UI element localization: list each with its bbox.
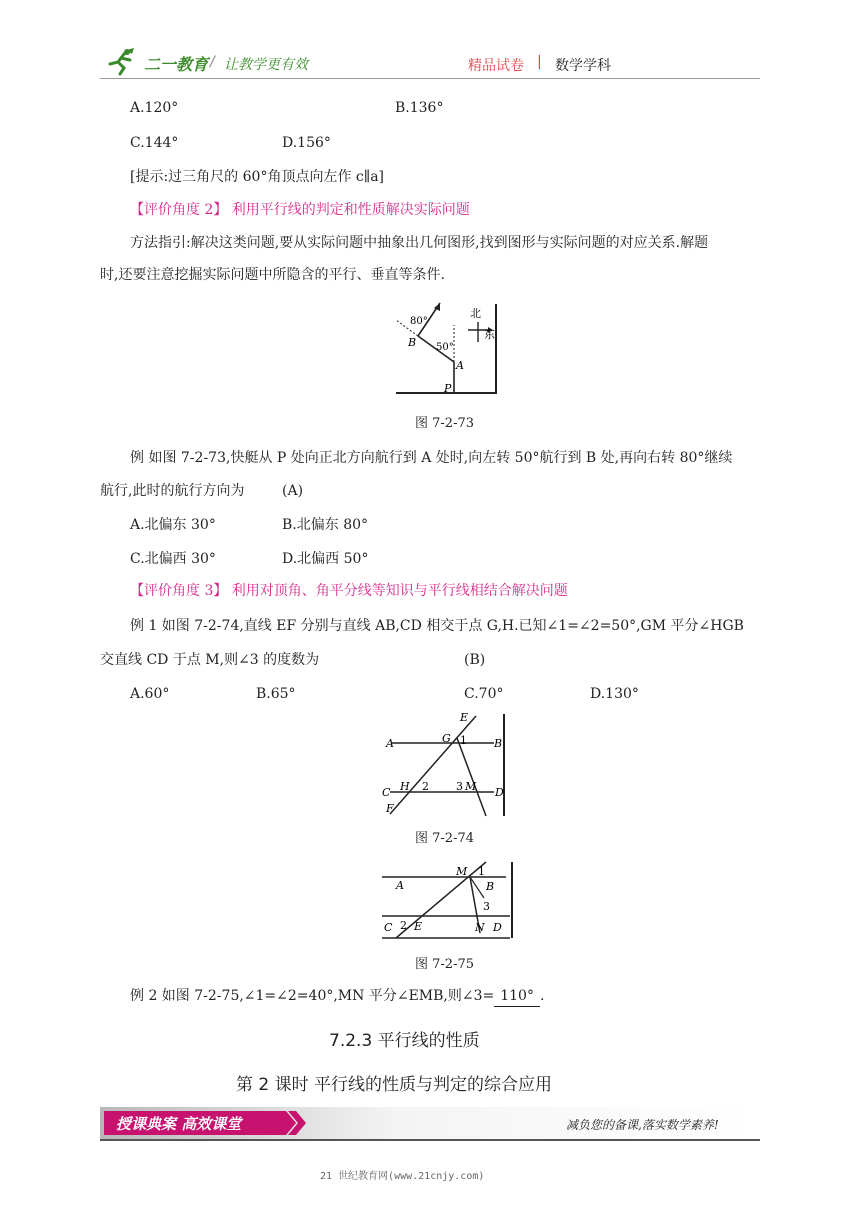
figure-stroke xyxy=(396,862,486,938)
example2-answer: 110° xyxy=(494,986,540,1007)
example-line-2: 航行,此时的航行方向为 xyxy=(100,483,245,499)
label-50: 50° xyxy=(436,342,454,353)
angle3-option-d: D.130° xyxy=(590,686,639,702)
angle2-heading: 【评价角度 2】 利用平行线的判定和性质解决实际问题 xyxy=(130,202,470,218)
label-b: B xyxy=(408,336,417,349)
banner-right-text: 减负您的备课,落实数学素养! xyxy=(566,1118,719,1132)
figure-label: B xyxy=(494,737,503,750)
figure-7-2-75 xyxy=(380,860,516,940)
hint-text: [提示:过三角尺的 60°角顶点向左作 c∥a] xyxy=(130,169,385,185)
angle3-option-a: A.60° xyxy=(130,686,170,702)
figure-label: 3 xyxy=(483,900,490,913)
option-c: C.144° xyxy=(130,135,179,151)
angle2-option-c: C.北偏西 30° xyxy=(130,551,216,567)
example1-line-1: 例 1 如图 7-2-74,直线 EF 分别与直线 AB,CD 相交于点 G,H.已知∠1=∠2=50°,GM 平分∠HGB xyxy=(130,618,744,634)
example-answer: (A) xyxy=(282,483,304,499)
caption-7-2-73: 图 7-2-73 xyxy=(415,416,475,431)
angle2-option-a: A.北偏东 30° xyxy=(130,517,216,533)
figure-label: M xyxy=(456,865,468,878)
angle2-option-d: D.北偏西 50° xyxy=(282,551,369,567)
example2-line xyxy=(130,986,544,1007)
header-slogan: 让教学更有效 xyxy=(224,57,308,73)
header-separator: | xyxy=(537,54,542,70)
label-p: P xyxy=(444,382,452,395)
caption-7-2-75: 图 7-2-75 xyxy=(415,957,475,972)
footer-text: 21 世纪教育网(www.21cnjy.com) xyxy=(320,1171,485,1182)
figure-label: 1 xyxy=(478,865,485,878)
figure-label: D xyxy=(495,786,504,799)
label-a: A xyxy=(456,359,464,372)
label-east: 东 xyxy=(484,328,495,341)
figure-label: C xyxy=(382,786,391,799)
option-d: D.156° xyxy=(282,135,331,151)
figure-stroke xyxy=(390,716,476,814)
example1-answer: (B) xyxy=(464,652,486,668)
example-line-1: 例 如图 7-2-73,快艇从 P 处向正北方向航行到 A 处时,向左转 50°航行到 B 处,再向右转 80°继续 xyxy=(130,450,733,466)
logo-text: 二一教育 xyxy=(144,55,209,74)
guide-line-2: 时,还要注意挖掘实际问题中所隐含的平行、垂直等条件. xyxy=(100,267,445,283)
logo-runner-icon xyxy=(104,46,144,76)
banner-left-text: 授课典案 高效课堂 xyxy=(116,1115,242,1133)
angle2-option-b: B.北偏东 80° xyxy=(282,517,369,533)
figure-label: H xyxy=(400,780,410,793)
figure-7-2-74 xyxy=(380,712,510,818)
figure-stroke xyxy=(457,738,486,816)
figure-label: G xyxy=(442,732,451,745)
caption-7-2-74: 图 7-2-74 xyxy=(415,831,475,846)
figure-label: A xyxy=(396,879,404,892)
figure-7-2-73 xyxy=(388,300,500,400)
slash-divider: / xyxy=(210,54,215,70)
example2-end: . xyxy=(539,988,545,1004)
option-a: A.120° xyxy=(130,100,179,116)
figure-label: F xyxy=(386,802,394,815)
header-subject: 数学学科 xyxy=(555,58,611,74)
label-north: 北 xyxy=(470,307,481,320)
banner xyxy=(100,1105,760,1141)
guide-line-1: 方法指引:解决这类问题,要从实际问题中抽象出几何图形,找到图形与实际问题的对应关系.解题 xyxy=(130,235,709,251)
figure-label: 3 xyxy=(456,780,463,793)
figure-label: M xyxy=(465,780,477,793)
figure-label: E xyxy=(460,712,469,724)
header-rule xyxy=(100,78,760,79)
figure-label: N xyxy=(475,921,485,934)
section-title: 7.2.3 平行线的性质 xyxy=(329,1031,480,1051)
figure-label: 2 xyxy=(422,780,429,793)
figure-label: C xyxy=(384,921,393,934)
example1-line-2: 交直线 CD 于点 M,则∠3 的度数为 xyxy=(100,652,320,668)
section-subtitle: 第 2 课时 平行线的性质与判定的综合应用 xyxy=(236,1075,553,1095)
figure-label: E xyxy=(414,920,423,933)
figure-label: 2 xyxy=(400,919,407,932)
figure-label: D xyxy=(493,921,502,934)
angle3-option-c: C.70° xyxy=(464,686,504,702)
example2-text: 例 2 如图 7-2-75,∠1=∠2=40°,MN 平分∠EMB,则∠3= xyxy=(130,988,495,1004)
angle3-heading: 【评价角度 3】 利用对顶角、角平分线等知识与平行线相结合解决问题 xyxy=(130,583,568,599)
figure-stroke xyxy=(110,54,130,74)
figure-label: 1 xyxy=(460,734,467,747)
figure-stroke xyxy=(124,49,130,55)
figure-label: A xyxy=(386,737,394,750)
header xyxy=(100,40,760,80)
label-80: 80° xyxy=(410,316,428,327)
header-label: 精品试卷 xyxy=(468,58,524,74)
figure-label: B xyxy=(486,880,495,893)
option-b: B.136° xyxy=(395,100,444,116)
angle3-option-b: B.65° xyxy=(256,686,296,702)
